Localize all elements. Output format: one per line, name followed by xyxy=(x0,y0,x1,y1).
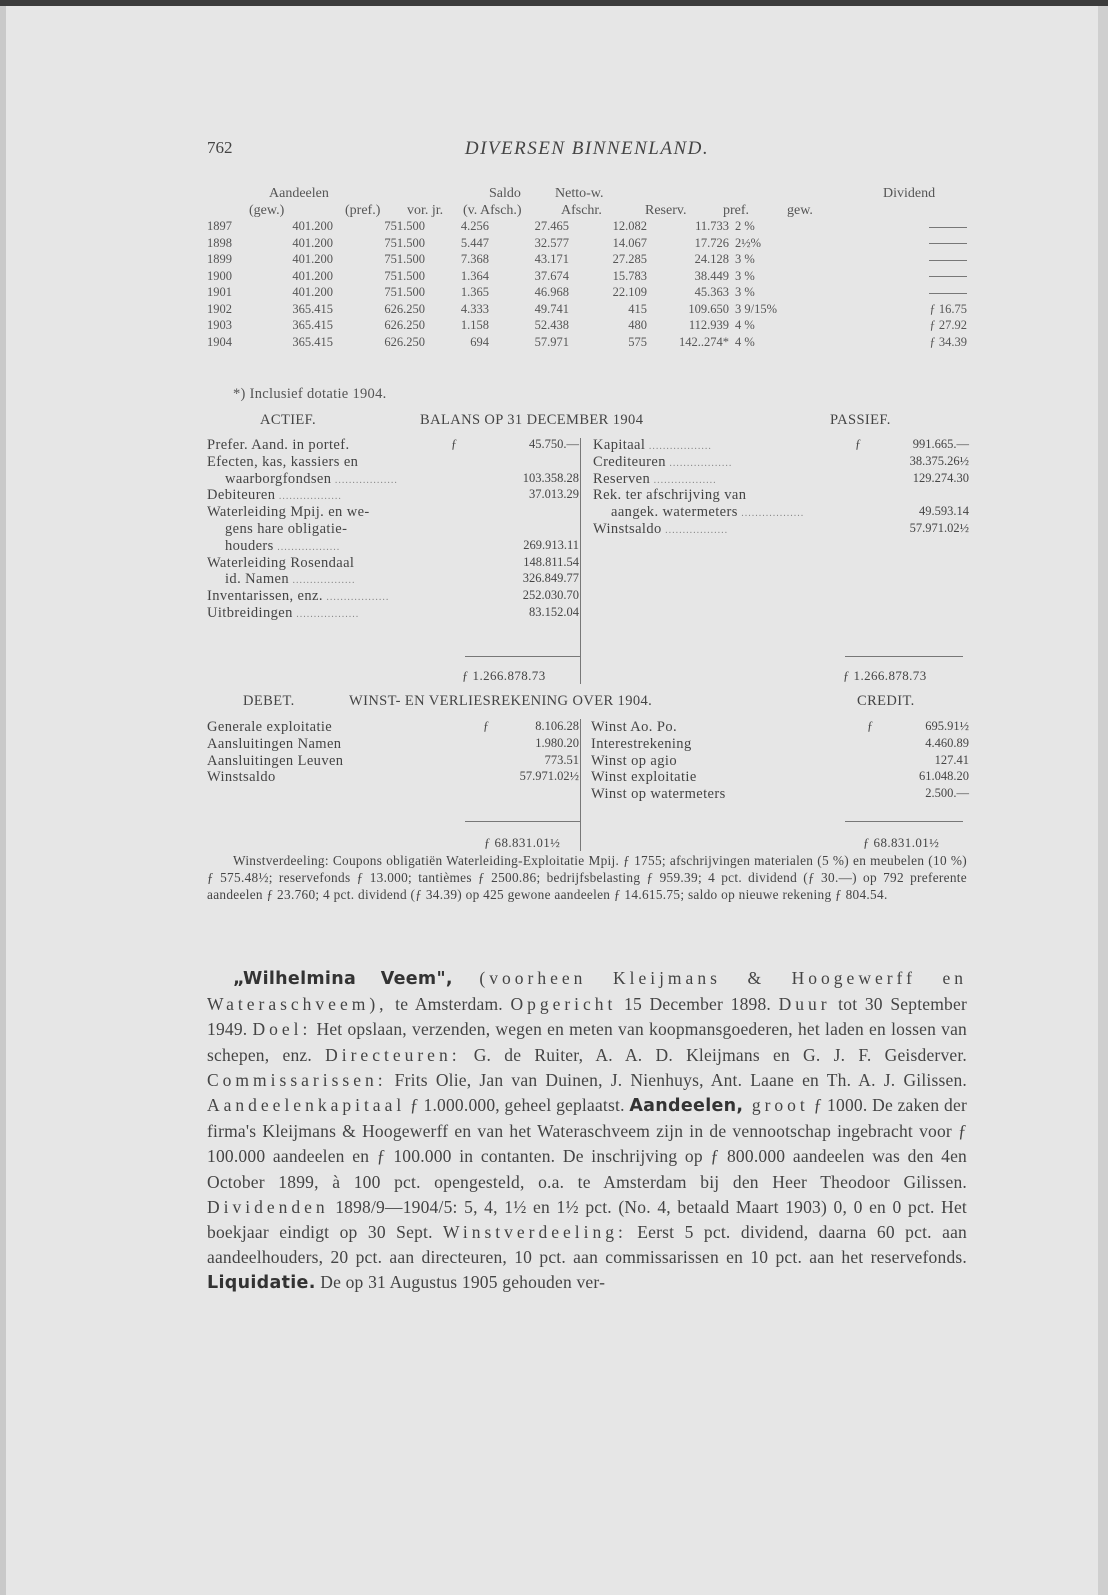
account-label-text: id. Namen xyxy=(225,571,290,588)
kapitaal-label: Aandeelenkapitaal xyxy=(207,1095,406,1116)
account-label-text: Rek. ter afschrijving van xyxy=(593,487,747,504)
account-label xyxy=(225,521,347,538)
balance-total-right: ƒ 1.266.878.73 xyxy=(843,668,927,683)
account-label-text: Winstsaldo xyxy=(207,769,276,786)
subheader-saldo: vor. jr. xyxy=(407,202,444,218)
cell-div-pref: 3 % xyxy=(735,285,755,299)
subheader-div-pref: pref. xyxy=(723,202,750,218)
cell-div-gew xyxy=(797,269,967,284)
stats-table xyxy=(207,186,967,351)
table-row xyxy=(207,302,967,319)
account-label xyxy=(207,555,354,572)
aandeelen-text: ƒ 1000. De zaken der firma's Kleijmans & Hoogewerff en van het Wateraschveem zijn in de vennootschap ingebracht voor ƒ 100.000 aandeelen en ƒ 100.000 in contanten. De inschrijving op ƒ 800.000 aandeelen was den 4en October 1899, à 100 pct. opengesteld, o.a. te Amsterdam bij den Heer Theodoor Gilissen. xyxy=(207,1095,967,1192)
account-amount: 83.152.04 xyxy=(529,604,579,619)
account-label xyxy=(207,719,332,736)
cell-netto: 37.674 xyxy=(534,268,569,283)
leader-dots: .................. xyxy=(665,457,733,469)
account-line xyxy=(207,521,579,538)
commissarissen-text: Frits Olie, Jan van Duinen, J. Nienhuys, Ant. Laane en Th. A. J. Gilissen. xyxy=(386,1069,967,1090)
account-label-text: houders xyxy=(225,537,274,554)
account-amount: 773.51 xyxy=(544,752,579,767)
account-amount: 37.013.29 xyxy=(529,487,579,502)
pl-left-total-rule xyxy=(465,821,580,822)
account-amount: 103.358.28 xyxy=(522,470,579,485)
credit-list xyxy=(591,719,969,803)
cell-reserv: 142..274* xyxy=(679,334,729,349)
running-title: DIVERSEN BINNENLAND. xyxy=(464,138,710,159)
opgericht-text: 15 December 1898. xyxy=(616,994,779,1015)
account-label xyxy=(207,588,389,605)
account-amount: 129.274.30 xyxy=(912,470,969,485)
account-label-text: Winstsaldo xyxy=(593,520,662,537)
account-amount: 127.41 xyxy=(934,752,969,767)
cell-year: 1904 xyxy=(207,334,232,349)
dash-placeholder xyxy=(929,293,967,294)
cell-div-gew xyxy=(797,236,967,251)
account-line xyxy=(207,555,579,572)
florin-sign: ƒ xyxy=(867,719,874,733)
cell-pref: 626.250 xyxy=(384,318,425,332)
balance-left-heading: ACTIEF. xyxy=(260,412,317,428)
company-entry xyxy=(207,966,967,1297)
stats-sub-header xyxy=(207,203,967,220)
pl-left-heading: DEBET. xyxy=(243,693,295,709)
balance-right-heading: PASSIEF. xyxy=(830,412,891,428)
cell-netto: 52.438 xyxy=(534,318,569,332)
account-label xyxy=(207,736,341,753)
cell-pref: 626.250 xyxy=(384,334,425,349)
account-line xyxy=(591,753,969,770)
account-amount: 991.665.— xyxy=(912,437,969,451)
subheader-afschr: Afschr. xyxy=(561,202,602,218)
cell-saldo: 1.365 xyxy=(460,285,489,299)
cell-gew: 365.415 xyxy=(292,301,333,316)
pl-right-total-rule xyxy=(845,821,963,822)
account-label-text: Winst op watermeters xyxy=(591,786,726,803)
subheader-gew: (gew.) xyxy=(249,202,285,218)
account-amount: 61.048.20 xyxy=(919,769,969,784)
cell-year: 1902 xyxy=(207,301,232,316)
winstverdeeling-paragraph: Winstverdeeling: Coupons obligatiën Waterleiding-Exploitatie Mpij. ƒ 1755; afschrijvingen materialen (5 %) en meubelen (10 %) ƒ 575.48½; reservefonds ƒ 13.000; tantièmes ƒ 2500.86; bedrijfsbelasting ƒ 959.39; 4 pct. dividend (ƒ 30.—) op 792 preferente aandeelen ƒ 23.760; 4 pct. dividend (ƒ 34.39) op 425 gewone aandeelen ƒ 14.615.75; saldo op nieuwe rekening ƒ 804.54. xyxy=(207,853,967,902)
account-line xyxy=(207,504,579,521)
cell-netto: 32.577 xyxy=(534,235,569,250)
account-line xyxy=(207,719,579,736)
pl-total-right: ƒ 68.831.01½ xyxy=(863,835,940,850)
account-label-text: aangek. watermeters xyxy=(611,504,738,521)
subheader-div-gew: gew. xyxy=(787,202,813,218)
account-line xyxy=(207,605,579,622)
account-line xyxy=(207,769,579,786)
cell-reserv: 11.733 xyxy=(695,219,729,233)
header-dividend: Dividend xyxy=(883,186,936,201)
cell-afschr: 12.082 xyxy=(612,219,647,233)
leader-dots: .................. xyxy=(275,491,342,503)
page-edge-right xyxy=(1098,6,1108,1595)
account-amount: 57.971.02½ xyxy=(909,520,969,535)
cell-saldo: 694 xyxy=(470,334,489,349)
table-row xyxy=(207,236,967,253)
account-label-text: Waterleiding Rosendaal xyxy=(207,554,355,571)
cell-saldo: 7.368 xyxy=(460,252,489,266)
account-label-text: Generale exploitatie xyxy=(207,719,333,735)
cell-saldo: 4.256 xyxy=(460,219,489,233)
balance-right-total-rule xyxy=(845,656,963,657)
cell-div-gew: ƒ 34.39 xyxy=(929,334,967,349)
account-amount: 4.460.89 xyxy=(925,735,969,750)
account-amount: 8.106.28 xyxy=(535,719,579,733)
account-amount: 695.91½ xyxy=(925,719,969,733)
dividenden-label: Dividenden xyxy=(207,1196,329,1217)
leader-dots: .................. xyxy=(737,508,805,520)
cell-netto: 49.741 xyxy=(534,301,569,316)
account-line xyxy=(593,471,969,488)
account-label xyxy=(225,538,340,555)
cell-div-pref: 2 % xyxy=(735,219,755,233)
actief-list xyxy=(207,437,579,622)
account-line xyxy=(591,719,969,736)
table-footnote: *) Inclusief dotatie 1904. xyxy=(233,386,387,402)
cell-div-gew: ƒ 16.75 xyxy=(929,301,967,316)
account-label xyxy=(207,769,276,786)
account-label xyxy=(591,719,677,736)
stats-rows xyxy=(207,219,967,351)
subheader-pref: (pref.) xyxy=(345,202,381,218)
commissarissen-label: Commissarissen: xyxy=(207,1069,387,1090)
dash-placeholder xyxy=(929,260,967,261)
doel-text: Het opslaan, verzenden, wegen en meten van koopmansgoederen, het laden en lossen van schepen, enz. xyxy=(207,1019,967,1065)
account-line xyxy=(207,437,579,454)
cell-reserv: 45.363 xyxy=(694,285,729,299)
stats-group-header xyxy=(207,186,967,203)
account-line xyxy=(593,504,969,521)
account-label xyxy=(593,437,712,454)
table-row xyxy=(207,285,967,302)
doel-label: Doel: xyxy=(252,1019,312,1040)
page-edge-left xyxy=(0,6,6,1595)
account-line xyxy=(207,471,579,488)
cell-netto: 43.171 xyxy=(534,252,569,266)
cell-gew: 365.415 xyxy=(292,318,333,332)
winstverdeeling-label: Winstverdeeling: xyxy=(443,1222,627,1243)
cell-saldo: 4.333 xyxy=(460,301,489,316)
table-row xyxy=(207,219,967,236)
leader-dots: .................. xyxy=(273,541,341,553)
kapitaal-text: ƒ 1.000.000, geheel geplaatst. xyxy=(405,1095,630,1116)
account-amount: 269.913.11 xyxy=(523,537,579,552)
cell-year: 1899 xyxy=(207,252,232,266)
cell-pref: 751.500 xyxy=(384,219,425,233)
account-line xyxy=(591,736,969,753)
table-row xyxy=(207,318,967,335)
account-label xyxy=(591,769,697,786)
cell-div-pref: 3 9/15% xyxy=(735,301,778,316)
cell-pref: 626.250 xyxy=(384,301,425,316)
account-label-text: Prefer. Aand. in portef. xyxy=(207,437,350,453)
dash-placeholder xyxy=(929,227,967,228)
leader-dots: .................. xyxy=(645,441,712,452)
account-label xyxy=(611,504,804,521)
account-label xyxy=(593,454,732,471)
account-label-text: Kapitaal xyxy=(593,437,646,453)
cell-netto: 46.968 xyxy=(534,285,569,299)
aandeelen-label: Aandeelen, xyxy=(629,1096,744,1117)
account-line xyxy=(207,571,579,588)
cell-year: 1897 xyxy=(207,219,232,233)
account-label-text: Aansluitingen Leuven xyxy=(207,752,344,769)
account-label xyxy=(593,471,717,488)
cell-afschr: 14.067 xyxy=(612,235,647,250)
cell-reserv: 109.650 xyxy=(688,301,729,316)
leader-dots: .................. xyxy=(322,592,390,604)
cell-gew: 401.200 xyxy=(292,235,333,250)
cell-pref: 751.500 xyxy=(384,252,425,266)
company-intro: (voorheen Kleijmans & Hoogewerff en Wateraschveem), xyxy=(207,968,967,1015)
cell-year: 1901 xyxy=(207,285,232,299)
cell-year: 1898 xyxy=(207,235,232,250)
cell-div-pref: 2½% xyxy=(735,235,762,250)
account-label xyxy=(591,753,677,770)
leader-dots: .................. xyxy=(292,608,360,620)
account-label-text: waarborgfondsen xyxy=(225,470,332,487)
account-line xyxy=(593,487,969,504)
cell-div-pref: 3 % xyxy=(735,268,755,283)
dividenden-text: 1898/9—1904/5: 5, 4, 1½ en 1½ pct. (No. 4, betaald Maart 1903) 0, 0 en 0 pct. Het boekjaar eindigt op 30 Sept. xyxy=(207,1196,967,1243)
cell-afschr: 15.783 xyxy=(612,268,647,283)
page-header xyxy=(207,138,967,162)
account-line xyxy=(207,454,579,471)
account-label-text: Reserven xyxy=(593,470,651,487)
cell-pref: 751.500 xyxy=(384,268,425,283)
cell-year: 1903 xyxy=(207,318,232,332)
account-label xyxy=(207,454,358,471)
dash-placeholder xyxy=(929,243,967,244)
pl-right-heading: CREDIT. xyxy=(857,693,915,709)
header-saldo: Saldo xyxy=(489,186,521,201)
winstverdeeling-text: Eerst 5 pct. dividend, daarna 60 pct. aan aandeelhouders, 20 pct. aan directeuren, 10 pct. aan commissarissen en 10 pct. aan het reservefonds. xyxy=(207,1222,967,1268)
table-row xyxy=(207,269,967,286)
account-label-text: Winst exploitatie xyxy=(591,769,697,786)
account-line xyxy=(591,769,969,786)
opgericht-label: Opgericht xyxy=(510,994,617,1015)
florin-sign: ƒ xyxy=(855,437,862,451)
cell-saldo: 5.447 xyxy=(460,235,489,250)
account-amount: 57.971.02½ xyxy=(519,769,579,784)
duur-text: tot 30 September 1949. xyxy=(207,994,967,1040)
account-label xyxy=(207,487,342,504)
account-label xyxy=(591,736,692,753)
cell-saldo: 1.364 xyxy=(460,268,489,283)
account-label-text: Uitbreidingen xyxy=(207,604,293,621)
account-amount: 49.593.14 xyxy=(919,504,969,519)
cell-netto: 57.971 xyxy=(534,334,569,349)
account-label xyxy=(207,753,343,770)
account-label-text: Inventarissen, enz. xyxy=(207,588,323,605)
cell-div-gew xyxy=(797,252,967,267)
directeuren-text: G. de Ruiter, A. A. D. Kleijmans en G. J. F. Geisderver. xyxy=(460,1044,967,1065)
subheader-netto: (v. Afsch.) xyxy=(463,202,522,218)
account-label xyxy=(225,471,398,488)
account-line xyxy=(207,487,579,504)
account-label-text: Aansluitingen Namen xyxy=(207,735,342,752)
account-label-text: Efecten, kas, kassiers en xyxy=(207,453,359,470)
account-line xyxy=(207,588,579,605)
pl-divider xyxy=(580,719,581,851)
cell-gew: 401.200 xyxy=(292,268,333,283)
pl-total-left: ƒ 68.831.01½ xyxy=(484,835,561,850)
cell-afschr: 27.285 xyxy=(612,252,647,266)
balance-title: BALANS OP 31 DECEMBER 1904 xyxy=(420,412,644,428)
cell-pref: 751.500 xyxy=(384,235,425,250)
header-aandeelen: Aandeelen xyxy=(269,186,329,201)
account-amount: 1.980.20 xyxy=(535,735,579,750)
duur-label: Duur xyxy=(778,994,831,1015)
passief-list xyxy=(593,437,969,538)
cell-reserv: 112.939 xyxy=(688,318,729,332)
header-netto: Netto-w. xyxy=(555,186,604,201)
leader-dots: .................. xyxy=(331,474,398,486)
account-amount: 2.500.— xyxy=(925,786,969,801)
account-label xyxy=(593,521,728,538)
cell-div-gew xyxy=(797,219,967,234)
account-label-text: Interestrekening xyxy=(591,735,692,752)
cell-afschr: 415 xyxy=(628,301,647,316)
account-line xyxy=(593,437,969,454)
cell-year: 1900 xyxy=(207,268,232,283)
cell-gew: 365.415 xyxy=(292,334,333,349)
account-label-text: Waterleiding Mpij. en we- xyxy=(207,504,370,521)
account-amount: 38.375.26½ xyxy=(909,453,969,468)
cell-saldo: 1.158 xyxy=(460,318,489,332)
account-amount: 252.030.70 xyxy=(522,588,579,603)
account-label xyxy=(207,605,359,622)
cell-div-pref: 4 % xyxy=(735,334,755,349)
cell-pref: 751.500 xyxy=(384,285,425,299)
account-label-text: Winst op agio xyxy=(591,752,677,769)
florin-sign: ƒ xyxy=(483,719,490,733)
account-line xyxy=(207,736,579,753)
account-amount: 148.811.54 xyxy=(523,554,579,569)
liquidatie-label: Liquidatie. xyxy=(207,1273,316,1294)
cell-div-gew: ƒ 27.92 xyxy=(929,318,967,332)
company-location: te Amsterdam. xyxy=(387,994,511,1015)
balance-divider xyxy=(580,438,581,684)
account-amount: 45.750.— xyxy=(529,437,579,451)
leader-dots: .................. xyxy=(650,474,717,486)
cell-gew: 401.200 xyxy=(292,219,333,233)
leader-dots: .................. xyxy=(289,575,356,587)
account-label xyxy=(593,487,746,504)
account-line xyxy=(207,753,579,770)
leader-dots: .................. xyxy=(661,524,729,536)
subheader-reserv: Reserv. xyxy=(645,202,687,218)
account-label-text: Crediteuren xyxy=(593,453,666,470)
cell-div-pref: 4 % xyxy=(735,318,755,332)
account-line xyxy=(591,786,969,803)
cell-afschr: 22.109 xyxy=(612,285,647,299)
account-label xyxy=(591,786,726,803)
cell-gew: 401.200 xyxy=(292,285,333,299)
company-name: „Wilhelmina Veem", xyxy=(233,969,453,989)
account-amount: 326.849.77 xyxy=(522,571,579,586)
account-label xyxy=(225,571,356,588)
cell-afschr: 575 xyxy=(628,334,647,349)
cell-gew: 401.200 xyxy=(292,252,333,266)
cell-reserv: 38.449 xyxy=(694,268,729,283)
account-label xyxy=(207,437,349,454)
liquidatie-text: De op 31 Augustus 1905 gehouden ver- xyxy=(315,1272,606,1293)
balance-left-total-rule xyxy=(465,656,580,657)
balance-total-left: ƒ 1.266.878.73 xyxy=(462,668,546,683)
cell-div-gew xyxy=(797,285,967,300)
account-line xyxy=(593,521,969,538)
account-label-text: gens hare obligatie- xyxy=(225,520,348,537)
cell-reserv: 17.726 xyxy=(694,235,729,250)
pl-title: WINST- EN VERLIESREKENING OVER 1904. xyxy=(349,693,653,709)
cell-div-pref: 3 % xyxy=(735,252,755,266)
debet-list xyxy=(207,719,579,786)
cell-afschr: 480 xyxy=(628,318,647,332)
dash-placeholder xyxy=(929,276,967,277)
table-row xyxy=(207,335,967,352)
groot-label: groot xyxy=(743,1095,809,1116)
florin-sign: ƒ xyxy=(451,437,458,451)
table-row xyxy=(207,252,967,269)
account-label-text: Debiteuren xyxy=(207,487,276,504)
account-line xyxy=(207,538,579,555)
account-label xyxy=(207,504,370,521)
cell-netto: 27.465 xyxy=(534,219,569,233)
page-number: 762 xyxy=(207,138,233,157)
account-label-text: Winst Ao. Po. xyxy=(591,719,677,735)
cell-reserv: 24.128 xyxy=(694,252,729,266)
account-line xyxy=(593,454,969,471)
directeuren-label: Directeuren: xyxy=(325,1044,461,1065)
